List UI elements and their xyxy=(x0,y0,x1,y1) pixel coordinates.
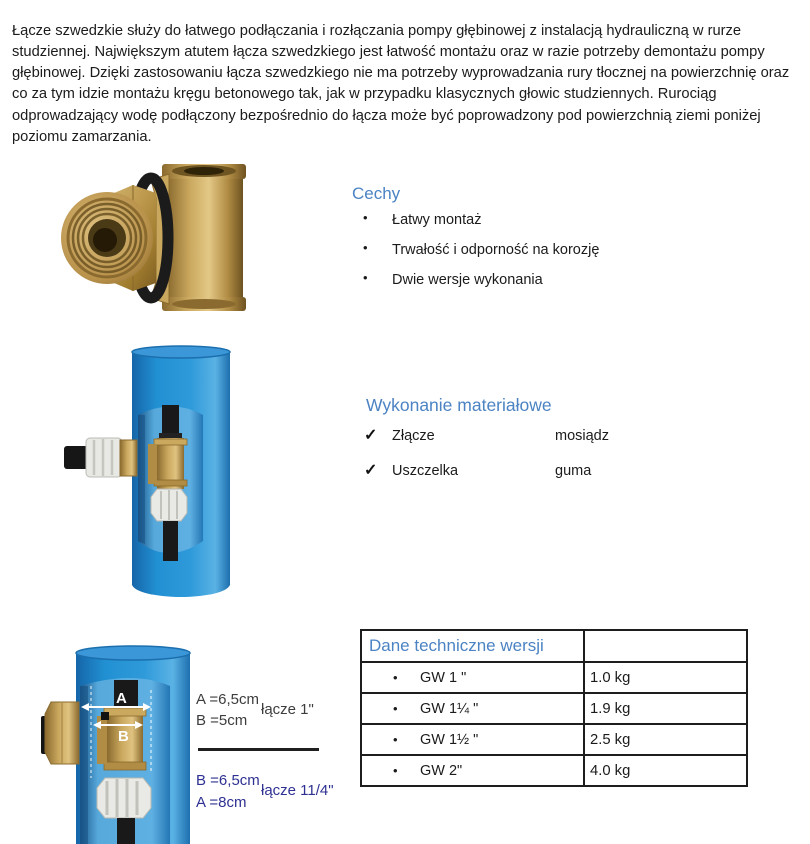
bullet-icon: • xyxy=(393,762,398,778)
table-row: • GW 1¼ " 1.9 kg xyxy=(361,693,747,724)
material-row: ✓ Uszczelka guma xyxy=(364,462,592,479)
variant1-dim-a: A =6,5cm xyxy=(196,691,259,708)
table-header: Dane techniczne wersji xyxy=(361,630,584,662)
bullet-icon: • xyxy=(393,700,398,716)
material-row: ✓ Złącze mosiądz xyxy=(364,427,609,444)
table-row: • GW 1 " 1.0 kg xyxy=(361,662,747,693)
materials-title: Wykonanie materiałowe xyxy=(366,395,552,415)
bullet-icon: • xyxy=(393,731,398,747)
features-title: Cechy xyxy=(352,184,401,203)
variant2-dim-b: B =6,5cm xyxy=(196,772,260,789)
brass-coupling-photo xyxy=(55,160,250,315)
check-icon: ✓ xyxy=(364,462,378,479)
dimension-label-b: B xyxy=(118,728,129,745)
bullet-icon: • xyxy=(363,270,368,285)
table-header-row xyxy=(361,630,747,662)
technical-data-table xyxy=(360,629,748,787)
dimensions-photo xyxy=(35,628,197,844)
table-header-empty xyxy=(584,630,747,662)
intro-paragraph: Łącze szwedzkie służy do łatwego podłączania i rozłączania pompy głębinowej z instalacją hydrauliczną w rurze studziennej. Największym atutem łącza szwedzkiego jest łatwość montażu oraz w razie potrzeby demontażu pompy głębinowej. Dzięki zastosowaniu łącza szwedzkiego nie ma potrzeby wyprowadzania rury tłocznej na powierzchnię oraz co za tym idzie montażu kręgu betonowego tak, jak w przypadku klasycznych głowic studziennych. Rurociąg odprowadzający wodę podłączony bezpośrednio do łącza może być poprowadzony pod powierzchnią ziemi poniżej poziomu zamarzania. xyxy=(12,22,790,145)
riser-pipe-bottom xyxy=(117,818,135,844)
bullet-icon: • xyxy=(393,669,398,685)
bullet-icon: • xyxy=(363,240,368,255)
riser-pipe-bottom xyxy=(163,521,178,561)
table-row: • GW 2" 4.0 kg xyxy=(361,755,747,786)
compression-nut xyxy=(97,778,151,818)
features-list xyxy=(352,212,772,302)
feature-item: • Łatwy montaż xyxy=(363,210,482,228)
outlet-brass-hex xyxy=(120,440,137,476)
check-icon: ✓ xyxy=(364,427,378,444)
bullet-icon: • xyxy=(363,210,368,225)
table-row: • GW 1½ " 2.5 kg xyxy=(361,724,747,755)
variant2-name: łącze 11/4" xyxy=(261,782,334,799)
variant1-name: łącze 1" xyxy=(261,701,314,718)
variant1-dim-b: B =5cm xyxy=(196,712,248,729)
dimension-label-a: A xyxy=(116,690,127,707)
variant-divider xyxy=(198,748,319,751)
variant2-dim-a: A =8cm xyxy=(196,794,247,811)
feature-item: • Dwie wersje wykonania xyxy=(363,270,543,288)
coupling-body xyxy=(167,168,243,308)
feature-item: • Trwałość i odporność na korozję xyxy=(363,240,600,258)
pipe-cutaway-photo xyxy=(62,343,234,599)
